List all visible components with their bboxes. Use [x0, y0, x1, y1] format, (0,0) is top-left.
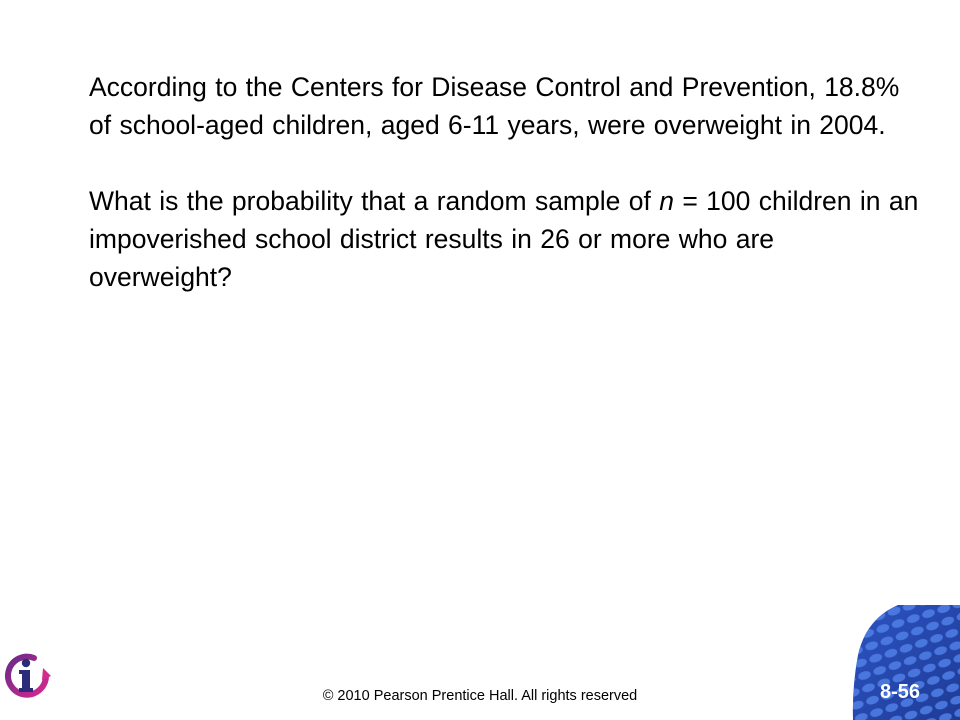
- slide-page-number: 8-56: [880, 681, 921, 703]
- cdc-statistic-paragraph: According to the Centers for Disease Control and Prevention, 18.8% of school-aged children, aged 6-11 years, were overweight in 2004.: [89, 72, 900, 140]
- sample-size-variable: n: [659, 186, 674, 216]
- copyright-notice: © 2010 Pearson Prentice Hall. All rights reserved: [322, 688, 638, 704]
- slide-body: [89, 68, 919, 296]
- question-text-start: What is the probability that a random sample of: [89, 186, 660, 216]
- probability-question-paragraph: [89, 182, 919, 296]
- question-text-end: = 100 children in an impoverished school district results in 26 or more who are overweight?: [89, 186, 919, 292]
